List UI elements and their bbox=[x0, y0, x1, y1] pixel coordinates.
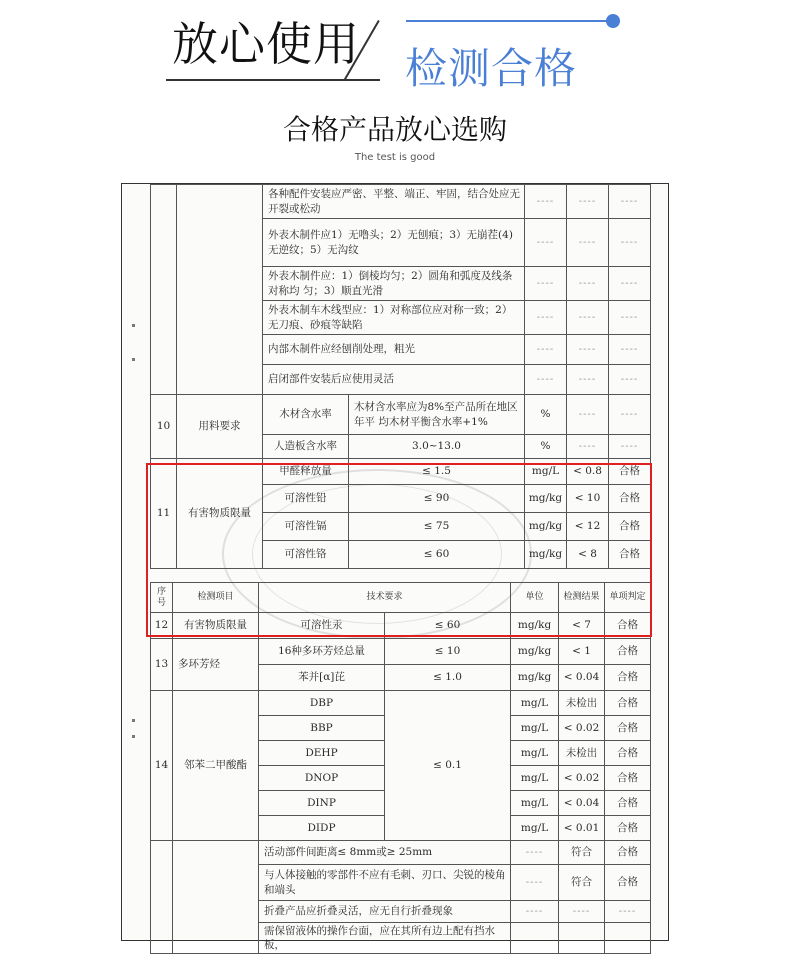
cell-requirement: ≤ 1.0 bbox=[385, 665, 511, 691]
cell-unit: ---- bbox=[525, 185, 567, 219]
cell-item: 用料要求 bbox=[177, 395, 263, 459]
cell-verdict: 合格 bbox=[605, 716, 651, 741]
cell-requirement: 3.0~13.0 bbox=[349, 435, 525, 459]
cell-requirement: 内部木制件应经刨削处理，粗光 bbox=[263, 335, 525, 365]
cell-sub-item: 木材含水率 bbox=[263, 395, 349, 435]
cell-verdict: ---- bbox=[605, 901, 651, 923]
cell-unit: mg/L bbox=[511, 791, 559, 816]
cell-no bbox=[151, 185, 177, 395]
cell-result: < 0.8 bbox=[567, 459, 609, 485]
cell-sub-item: 苯并[α]芘 bbox=[259, 665, 385, 691]
cell-unit: mg/kg bbox=[525, 541, 567, 569]
col-header-result: 检测结果 bbox=[559, 583, 605, 613]
cell-unit: ---- bbox=[525, 301, 567, 335]
cell-sub-item: DINP bbox=[259, 791, 385, 816]
cell-sub-item: 可溶性汞 bbox=[259, 613, 385, 639]
cell-no: 11 bbox=[151, 459, 177, 569]
cell-sub-item: 可溶性铬 bbox=[263, 541, 349, 569]
section-subtitle: 合格产品放心选购 bbox=[282, 113, 507, 146]
cell-unit: ---- bbox=[525, 219, 567, 267]
cell-verdict bbox=[605, 923, 651, 954]
cell-result: < 0.01 bbox=[559, 816, 605, 841]
cell-result: 未检出 bbox=[559, 741, 605, 766]
cell-result: ---- bbox=[567, 435, 609, 459]
cell-result: < 0.04 bbox=[559, 665, 605, 691]
cell-no: 12 bbox=[151, 613, 173, 639]
cell-result: < 0.04 bbox=[559, 791, 605, 816]
table-row bbox=[151, 639, 651, 665]
cell-no bbox=[151, 841, 173, 954]
col-header-requirement: 技术要求 bbox=[259, 583, 511, 613]
cell-verdict: ---- bbox=[609, 185, 651, 219]
margin-mark bbox=[132, 719, 135, 722]
cell-verdict: 合格 bbox=[609, 541, 651, 569]
cell-unit: ---- bbox=[525, 335, 567, 365]
cell-unit: mg/L bbox=[511, 816, 559, 841]
cell-unit: ---- bbox=[525, 365, 567, 395]
cell-no: 10 bbox=[151, 395, 177, 459]
col-header-no: 序号 bbox=[151, 583, 173, 613]
margin-mark bbox=[132, 324, 135, 327]
cell-unit: % bbox=[525, 395, 567, 435]
highlight-box bbox=[146, 463, 652, 637]
table-row bbox=[151, 691, 651, 716]
cell-sub-item: BBP bbox=[259, 716, 385, 741]
cell-result: ---- bbox=[567, 185, 609, 219]
cell-verdict: ---- bbox=[609, 267, 651, 301]
section-subtitle-en: The test is good bbox=[354, 152, 436, 163]
cell-verdict: ---- bbox=[609, 365, 651, 395]
header-accent-line bbox=[406, 20, 612, 22]
cell-item bbox=[177, 185, 263, 395]
cell-result: ---- bbox=[567, 267, 609, 301]
cell-verdict: 合格 bbox=[605, 766, 651, 791]
cell-requirement: 需保留液体的操作台面，应在其所有边上配有挡水板， bbox=[259, 923, 511, 954]
cell-unit: ---- bbox=[525, 267, 567, 301]
header-underline bbox=[166, 79, 380, 81]
cell-sub-item: DBP bbox=[259, 691, 385, 716]
cell-unit: mg/kg bbox=[511, 639, 559, 665]
cell-no: 14 bbox=[151, 691, 173, 841]
table-row bbox=[151, 841, 651, 865]
cell-verdict: 合格 bbox=[605, 639, 651, 665]
cell-requirement: ≤ 75 bbox=[349, 513, 525, 541]
cell-unit: mg/kg bbox=[511, 613, 559, 639]
cell-verdict: 合格 bbox=[605, 613, 651, 639]
cell-result: ---- bbox=[567, 219, 609, 267]
cell-requirement: 与人体接触的零部件不应有毛刺、刃口、尖锐的棱角和端头 bbox=[259, 865, 511, 901]
cell-result: 符合 bbox=[559, 841, 605, 865]
cell-sub-item: 甲醛释放量 bbox=[263, 459, 349, 485]
cell-result: < 10 bbox=[567, 485, 609, 513]
margin-mark bbox=[132, 358, 135, 361]
cell-sub-item: 16种多环芳烃总量 bbox=[259, 639, 385, 665]
cell-sub-item: DIDP bbox=[259, 816, 385, 841]
cell-sub-item: 可溶性镉 bbox=[263, 513, 349, 541]
cell-verdict: 合格 bbox=[605, 841, 651, 865]
cell-requirement: 各种配件安装应严密、平整、端正、牢固，结合处应无开裂或松动 bbox=[263, 185, 525, 219]
cell-requirement: ≤ 10 bbox=[385, 639, 511, 665]
cell-requirement: ≤ 60 bbox=[385, 613, 511, 639]
cell-result: 未检出 bbox=[559, 691, 605, 716]
cell-unit: mg/L bbox=[511, 766, 559, 791]
cell-sub-item: DNOP bbox=[259, 766, 385, 791]
col-header-item: 检测项目 bbox=[173, 583, 259, 613]
cell-verdict: 合格 bbox=[609, 459, 651, 485]
cell-result: < 0.02 bbox=[559, 766, 605, 791]
header-right-title: 检测合格 bbox=[405, 44, 578, 93]
cell-unit: mg/kg bbox=[525, 513, 567, 541]
cell-result: ---- bbox=[567, 335, 609, 365]
cell-verdict: 合格 bbox=[609, 485, 651, 513]
cell-sub-item: 人造板含水率 bbox=[263, 435, 349, 459]
cell-unit: mg/L bbox=[511, 716, 559, 741]
cell-verdict: ---- bbox=[609, 435, 651, 459]
cell-requirement: 外表木制车木线型应：1）对称部位应对称一致；2）无刀痕、砂痕等缺陷 bbox=[263, 301, 525, 335]
cell-requirement: 木材含水率应为8%至产品所在地区年平 均木材平衡含水率+1% bbox=[349, 395, 525, 435]
cell-unit: mg/L bbox=[511, 691, 559, 716]
cell-unit bbox=[511, 923, 559, 954]
cell-requirement: 外表木制件应：1）倒棱均匀；2）圆角和弧度及线条对称均 匀；3）顺直光滑 bbox=[263, 267, 525, 301]
cell-result: < 12 bbox=[567, 513, 609, 541]
report-table-lower bbox=[150, 582, 651, 954]
cell-verdict: ---- bbox=[609, 219, 651, 267]
cell-unit: ---- bbox=[511, 841, 559, 865]
cell-item: 有害物质限量 bbox=[177, 459, 263, 569]
cell-result: < 8 bbox=[567, 541, 609, 569]
cell-result: ---- bbox=[567, 301, 609, 335]
cell-requirement: ≤ 1.5 bbox=[349, 459, 525, 485]
cell-result bbox=[559, 923, 605, 954]
cell-item: 有害物质限量 bbox=[173, 613, 259, 639]
table-row bbox=[151, 395, 651, 435]
cell-verdict: ---- bbox=[609, 301, 651, 335]
cell-sub-item: DEHP bbox=[259, 741, 385, 766]
cell-requirement: 折叠产品应折叠灵活，应无自行折叠现象 bbox=[259, 901, 511, 923]
cell-unit: ---- bbox=[511, 901, 559, 923]
margin-mark bbox=[132, 735, 135, 738]
cell-requirement: 活动部件间距离≤ 8mm或≥ 25mm bbox=[259, 841, 511, 865]
cell-no: 13 bbox=[151, 639, 173, 691]
cell-requirement: ≤ 0.1 bbox=[385, 691, 511, 841]
test-report-scan bbox=[121, 183, 669, 952]
cell-verdict: 合格 bbox=[609, 513, 651, 541]
cell-requirement: 启闭部件安装后应使用灵活 bbox=[263, 365, 525, 395]
header-accent-dot bbox=[606, 14, 620, 28]
cell-result: ---- bbox=[567, 395, 609, 435]
cell-item: 多环芳烃 bbox=[173, 639, 259, 691]
cell-requirement: ≤ 90 bbox=[349, 485, 525, 513]
cell-result: < 7 bbox=[559, 613, 605, 639]
cell-unit: ---- bbox=[511, 865, 559, 901]
cell-verdict: 合格 bbox=[605, 791, 651, 816]
cell-item bbox=[173, 841, 259, 954]
cell-result: < 0.02 bbox=[559, 716, 605, 741]
cell-result: ---- bbox=[559, 901, 605, 923]
col-header-unit: 单位 bbox=[511, 583, 559, 613]
cell-verdict: 合格 bbox=[605, 691, 651, 716]
header-left-title: 放心使用 bbox=[172, 17, 360, 71]
col-header-verdict: 单项判定 bbox=[605, 583, 651, 613]
cell-result: 符合 bbox=[559, 865, 605, 901]
cell-requirement: 外表木制件应1）无噜头；2）无刨痕；3）无崩茬(4)无逆纹；5）无沟纹 bbox=[263, 219, 525, 267]
cell-sub-item: 可溶性铅 bbox=[263, 485, 349, 513]
cell-unit: mg/kg bbox=[511, 665, 559, 691]
cell-result: < 1 bbox=[559, 639, 605, 665]
cell-unit: mg/L bbox=[525, 459, 567, 485]
cell-verdict: ---- bbox=[609, 395, 651, 435]
cell-result: ---- bbox=[567, 365, 609, 395]
cell-verdict: 合格 bbox=[605, 865, 651, 901]
table-row bbox=[151, 185, 651, 219]
cell-item: 邻苯二甲酸酯 bbox=[173, 691, 259, 841]
cell-verdict: ---- bbox=[609, 335, 651, 365]
cell-verdict: 合格 bbox=[605, 816, 651, 841]
cell-unit: mg/L bbox=[511, 741, 559, 766]
cell-unit: % bbox=[525, 435, 567, 459]
cell-verdict: 合格 bbox=[605, 665, 651, 691]
cell-unit: mg/kg bbox=[525, 485, 567, 513]
cell-verdict: 合格 bbox=[605, 741, 651, 766]
cell-requirement: ≤ 60 bbox=[349, 541, 525, 569]
